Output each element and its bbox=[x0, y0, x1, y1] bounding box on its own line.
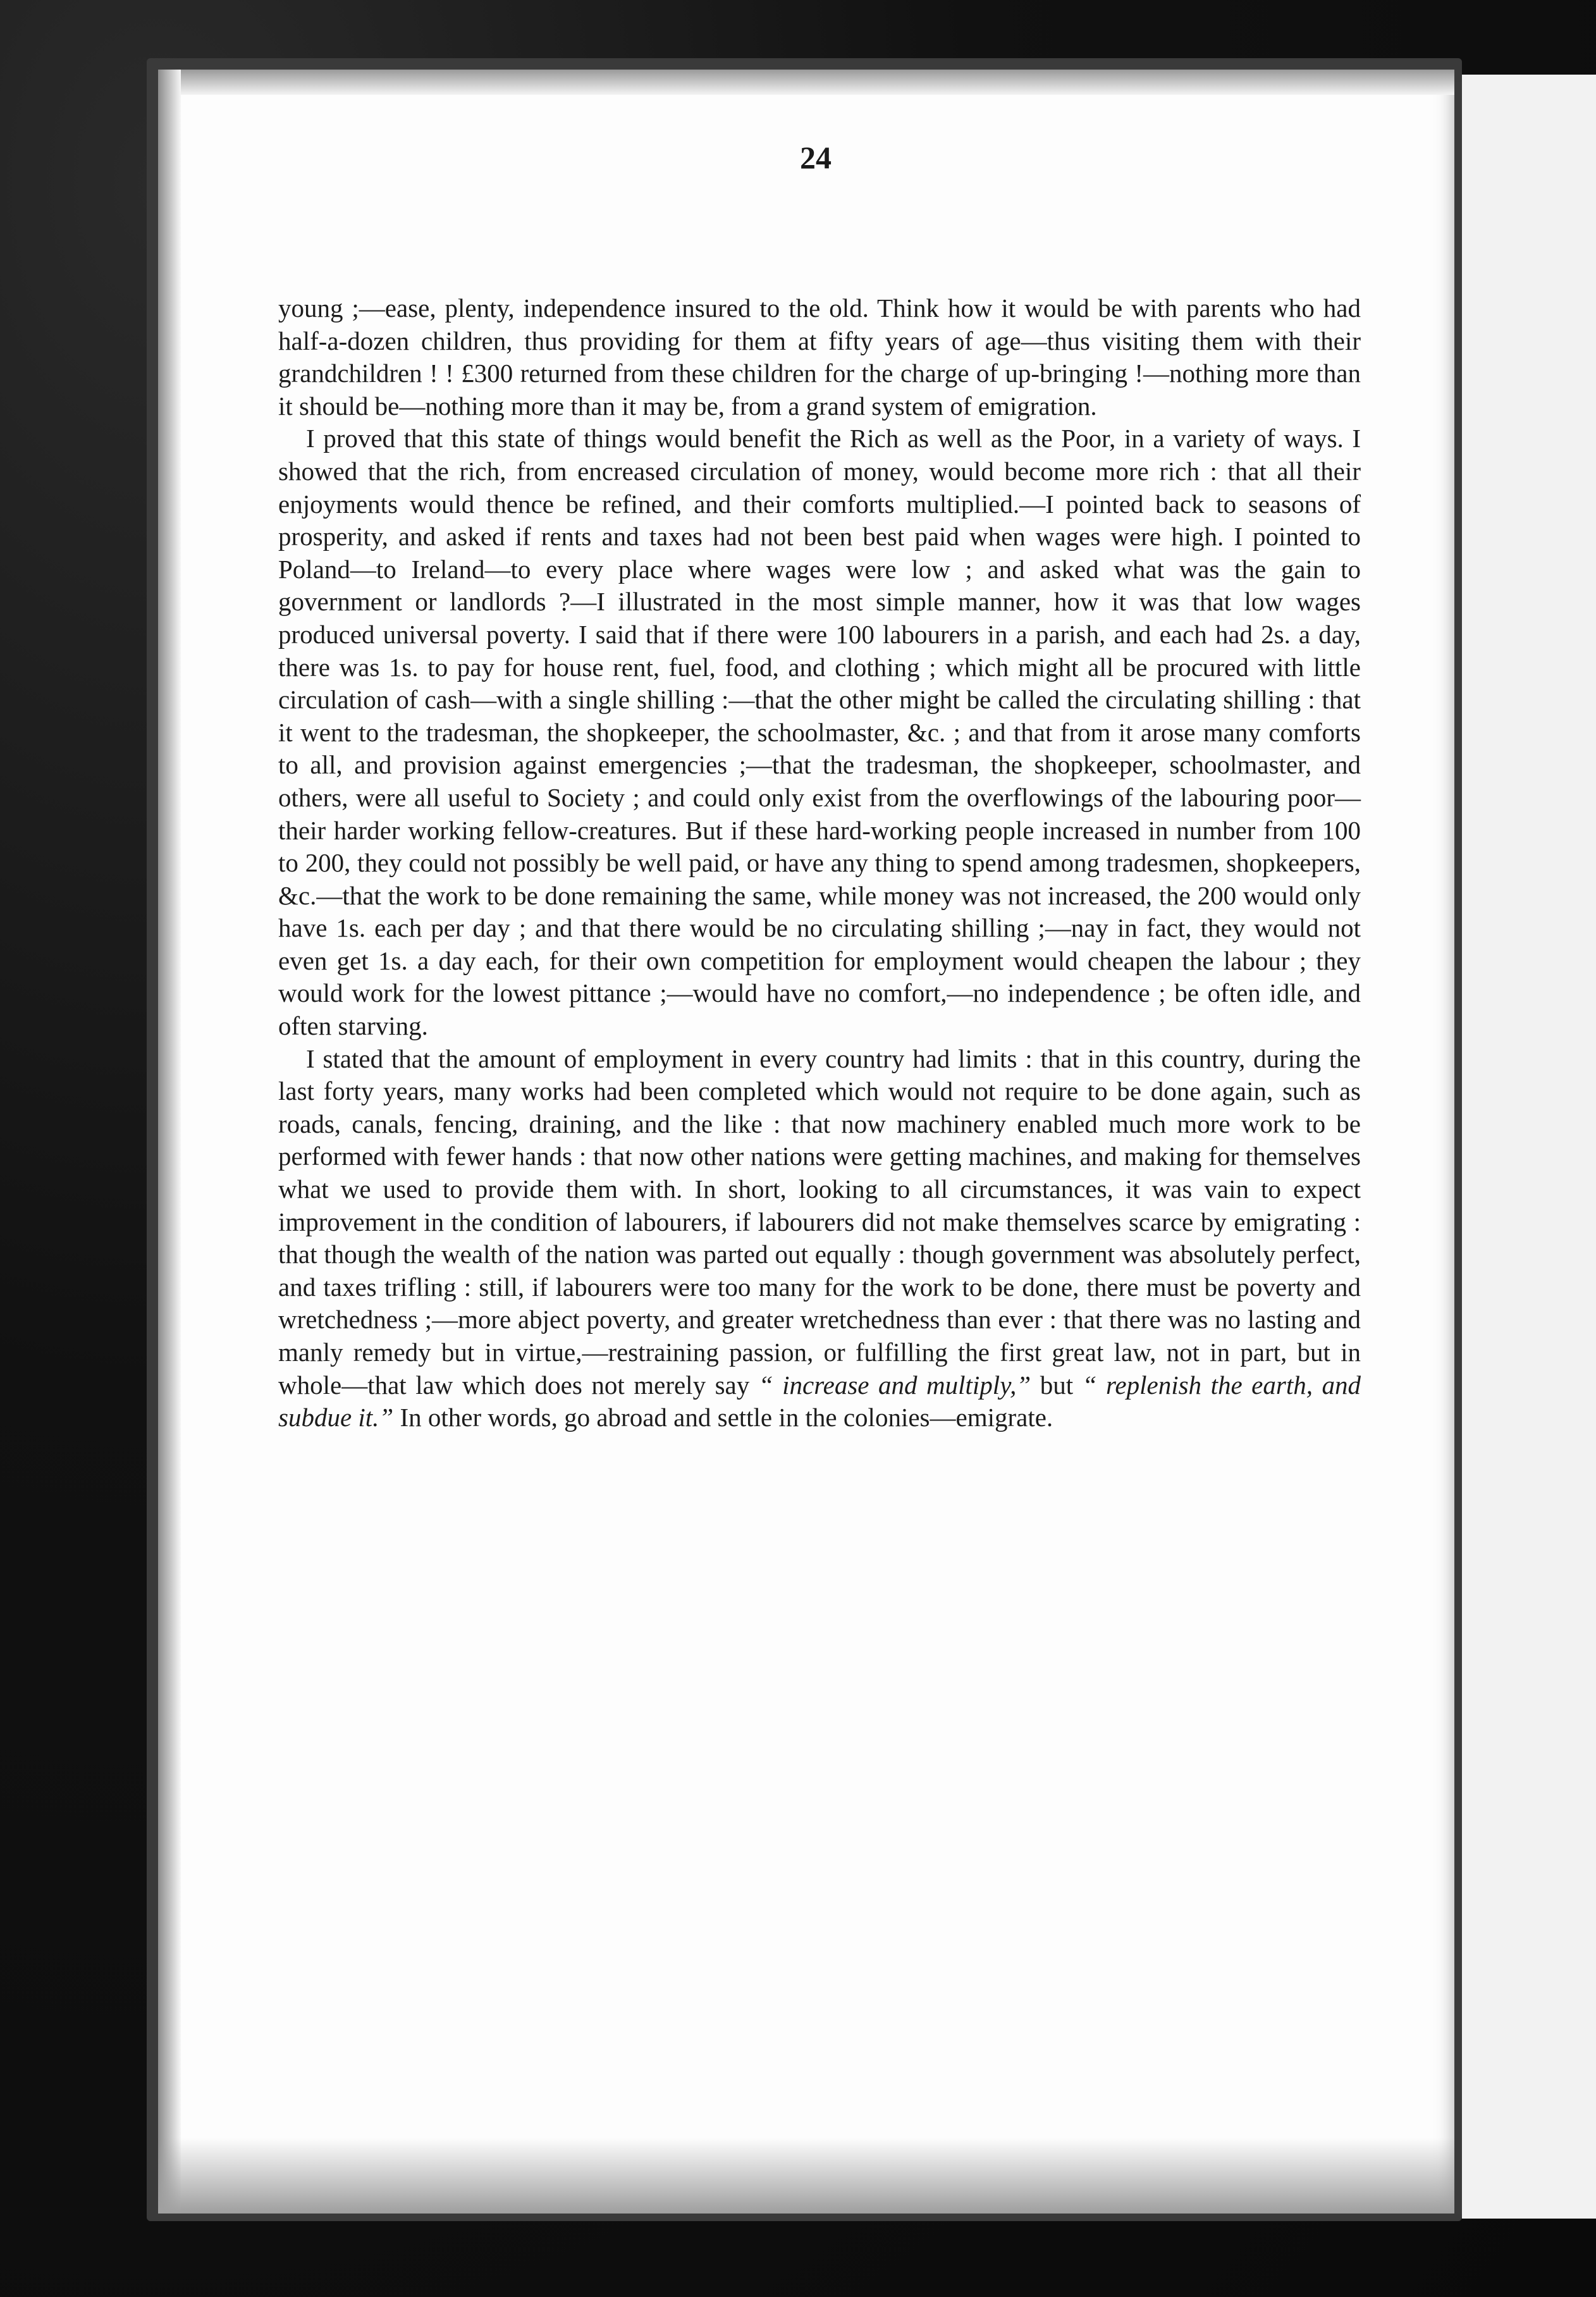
page-left-edge bbox=[158, 70, 181, 2214]
paragraph-3 bbox=[278, 1043, 1361, 1434]
page-bottom-edge bbox=[158, 2138, 1454, 2214]
quote-increase-and-multiply: “ increase and multiply,” bbox=[758, 1370, 1031, 1400]
paragraph-1 bbox=[278, 292, 1361, 422]
page-number: 24 bbox=[800, 140, 832, 175]
paragraph-1-text: young ;—ease, plenty, independence insured to the old. Think how it would be with parents who had half-a-dozen children, thus providing for them at fifty years of age—thus visiting them with their grandchildren ! ! £300 returned from these children for the charge of up-bringing !—nothing more than it should be—nothing more than it may be, from a grand system of emigration. bbox=[278, 293, 1361, 421]
paragraph-3-text-c: In other words, go abroad and settle in the colonies—emigrate. bbox=[393, 1403, 1053, 1432]
paragraph-3-text-b: but bbox=[1031, 1370, 1083, 1400]
paragraph-2-text: I proved that this state of things would benefit the Rich as well as the Poor, in a variety of ways. I showed that the rich, from encreased circulation of money, would become more rich : that all their enjoyments would thence be refined, and their comforts multiplied.—I pointed back to seasons of prosperity, and asked if rents and taxes had not been best paid when wages were high. I pointed to Poland—to Ireland—to every place where wages were low ; and asked what was the gain to government or landlords ?—I illustrated in the most simple manner, how it was that low wages produced universal poverty. I said that if there were 100 labourers in a parish, and each had 2s. a day, there was 1s. to pay for house rent, fuel, food, and clothing ; which might all be procured with little circulation of cash—with a single shilling :—that the other might be called the circulating shilling : that it went to the tradesman, the shopkeeper, the schoolmaster, &c. ; and that from it arose many comforts to all, and provision against emergencies ;—that the tradesman, the shopkeeper, schoolmaster, and others, were all useful to Society ; and could only exist from the overflowings of the labouring poor—their harder working fellow-creatures. But if these hard-working people increased in number from 100 to 200, they could not possibly be well paid, or have any thing to spend among tradesmen, shopkeepers, &c.—that the work to be done remaining the same, while money was not increased, the 200 would only have 1s. each per day ; and that there would be no circulating shilling ;—nay in fact, they would not even get 1s. a day each, for their own competition for employment would cheapen the labour ; they would work for the lowest pittance ;—would have no comfort,—no independence ; be often idle, and often starving. bbox=[278, 424, 1361, 1041]
paragraph-3-text-a: I stated that the amount of employment in every country had limits : that in this country, during the last forty years, many works had been completed which would not require to be done again, such as roads, canals, fencing, draining, and the like : that now machinery enabled much more work to be performed with fewer hands : that now other nations were getting machines, and making for themselves what we used to provide them with. In short, looking to all circumstances, it was vain to expect improvement in the condition of labourers, if labourers did not make themselves scarce by emigrating : that though the wealth of the nation was parted out equally : though government was absolutely perfect, and taxes trifling : still, if labourers were too many for the work to be done, there must be poverty and wretchedness ;—more abject poverty, and greater wretchedness than ever : that there was no lasting and manly remedy but in virtue,—restraining passion, or fulfilling the first great law, not in part, but in whole—that law which does not merely say bbox=[278, 1044, 1361, 1400]
page-top-edge bbox=[158, 70, 1454, 95]
body-text bbox=[278, 292, 1361, 1434]
facing-page-edge bbox=[1462, 75, 1596, 2219]
quote-replenish-the-earth: “ replenish the earth, and subdue it.” bbox=[278, 1370, 1361, 1432]
paragraph-2 bbox=[278, 422, 1361, 1042]
